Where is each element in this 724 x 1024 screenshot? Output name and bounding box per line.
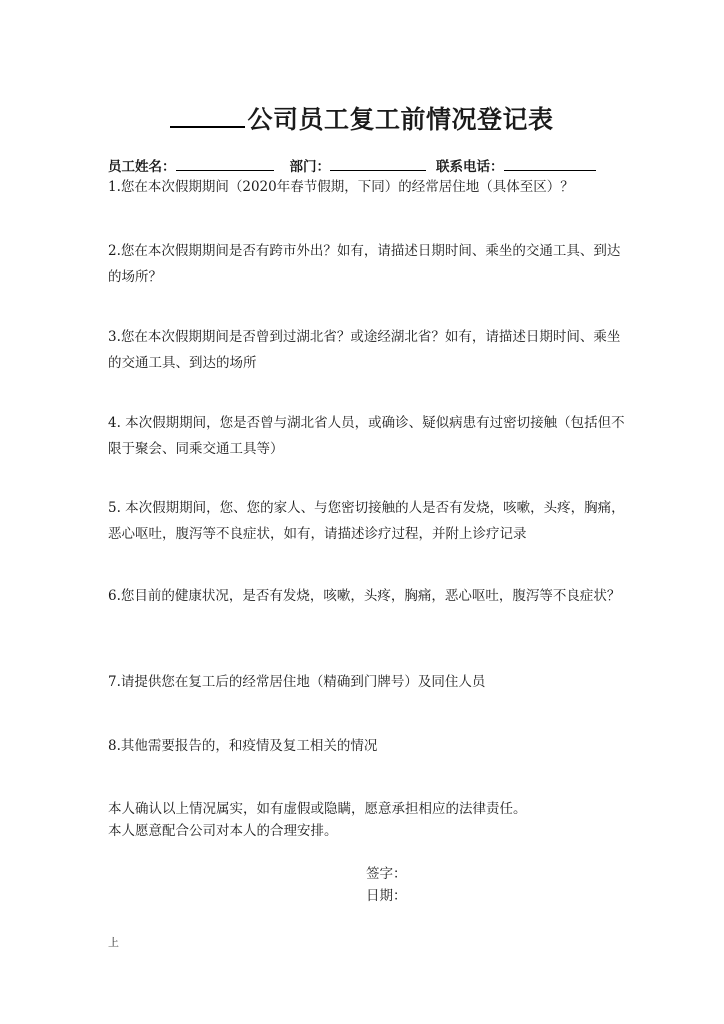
- employee-info-row: [108, 155, 596, 175]
- date-label: 日期：: [366, 888, 407, 904]
- department-field[interactable]: [330, 157, 426, 171]
- question-4: 4. 本次假期期间，您是否曾与湖北省人员，或确诊、疑似病患有过密切接触（包括但不限于聚会、同乘交通工具等）: [108, 415, 625, 457]
- department-label: 部门：: [289, 159, 330, 175]
- question-7: 7.请提供您在复工后的经常居住地（精确到门牌号）及同住人员: [108, 674, 486, 690]
- name-label: 员工姓名：: [108, 159, 176, 175]
- confirmation-line-1: 本人确认以上情况属实，如有虚假或隐瞒，愿意承担相应的法律责任。: [108, 801, 527, 817]
- page-title: [0, 100, 724, 136]
- question-8: 8.其他需要报告的，和疫情及复工相关的情况: [108, 738, 378, 754]
- phone-label: 联系电话：: [436, 159, 504, 175]
- question-3: 3.您在本次假期期间是否曾到过湖北省？或途经湖北省？如有，请描述日期时间、乘坐的交通工具、到达的场所: [108, 329, 621, 371]
- question-2: 2.您在本次假期期间是否有跨市外出？如有，请描述日期时间、乘坐的交通工具、到达的场所？: [108, 243, 621, 285]
- question-1: 1.您在本次假期期间（2020年春节假期，下同）的经常居住地（具体至区）？: [108, 179, 574, 195]
- signature-label: 签字：: [366, 866, 407, 882]
- footer-mark: 上: [108, 936, 119, 949]
- company-name-blank[interactable]: [170, 102, 245, 128]
- phone-field[interactable]: [504, 157, 596, 171]
- question-6: 6.您目前的健康状况，是否有发烧，咳嗽，头疼，胸痛，恶心呕吐，腹泻等不良症状？: [108, 588, 621, 604]
- question-5: 5. 本次假期期间，您、您的家人、与您密切接触的人是否有发烧，咳嗽，头疼，胸痛，恶心呕吐，腹泻等不良症状，如有，请描述诊疗过程，并附上诊疗记录: [108, 500, 625, 542]
- title-text: 公司员工复工前情况登记表: [247, 105, 554, 134]
- confirmation-line-2: 本人愿意配合公司对本人的合理安排。: [108, 823, 338, 839]
- name-field[interactable]: [176, 157, 274, 171]
